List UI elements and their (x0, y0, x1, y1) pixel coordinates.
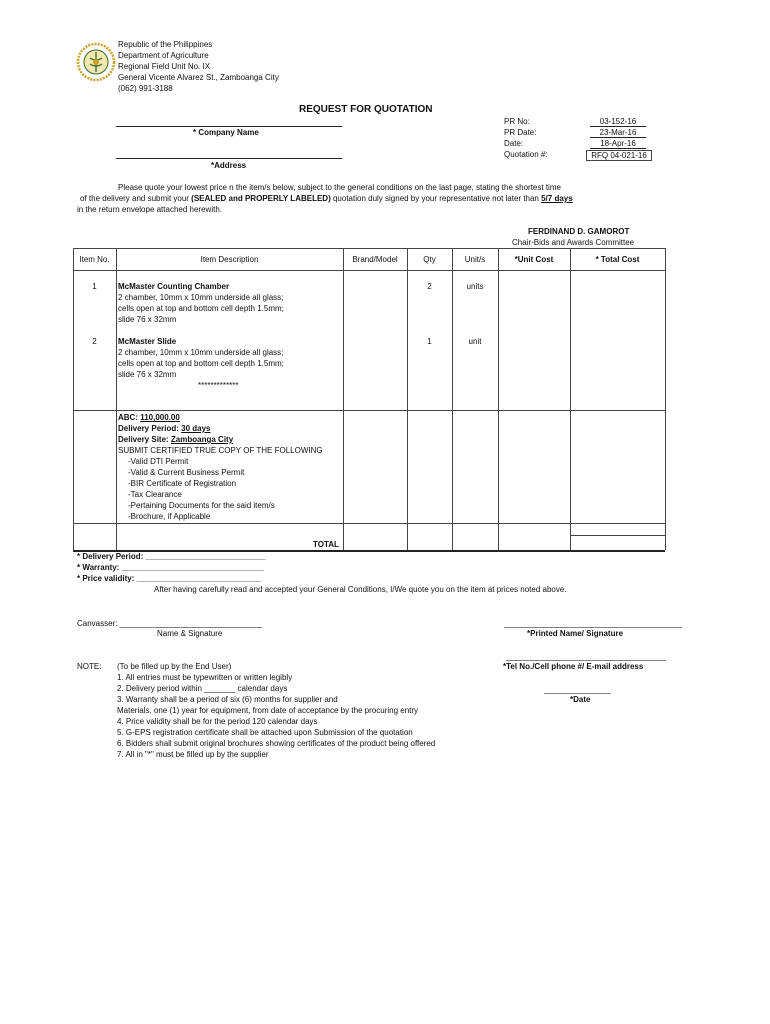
header-units: Unit/s (464, 255, 486, 264)
table-rule (73, 523, 665, 524)
intro-text: quotation duly signed by your representative not later than (330, 194, 542, 203)
delivery-period-value: 30 days (181, 424, 211, 433)
delivery-site-label: Delivery Site: (118, 435, 171, 444)
date-line[interactable]: _______________ (544, 685, 611, 694)
printed-name-line[interactable]: ________________________________________ (504, 619, 682, 628)
quotation-value: RFQ 04-021-16 (586, 150, 652, 161)
item-detail: slide 76 x 32mm (118, 370, 177, 379)
item-end-stars: ************* (198, 381, 239, 390)
header-item-no: Item No. (79, 255, 110, 264)
pr-info-rule (590, 148, 646, 149)
requirement-item: -Valid DTI Permit (128, 457, 189, 466)
item-no: 2 (92, 337, 97, 346)
note-line: 1. All entries must be typewritten or written legibly (117, 673, 293, 682)
abc-label: ABC: (118, 413, 141, 422)
header-line: Department of Agriculture (118, 51, 209, 60)
signatory-name: FERDINAND D. GAMOROT (528, 227, 630, 236)
intro-sealed: (SEALED and PROPERLY LABELED) (191, 194, 331, 203)
note-line: 4. Price validity shall be for the period 120 calendar days (117, 717, 318, 726)
address-line[interactable] (116, 158, 342, 159)
canvasser-sub: Name & Signature (157, 629, 223, 638)
date-label: Date: (504, 139, 524, 148)
document-title: REQUEST FOR QUOTATION (299, 104, 433, 115)
abc-value: 110,000.00 (140, 413, 180, 422)
table-col-rule (665, 248, 666, 550)
header-line: Republic of the Philippines (118, 40, 213, 49)
contact-line[interactable]: ____________________________________ (506, 652, 667, 661)
requirement-item: -Pertaining Documents for the said item/s (128, 501, 275, 510)
company-name-label: * Company Name (193, 128, 259, 137)
note-line: 7. All in "*" must be filled up by the supplier (117, 750, 269, 759)
header-item-description: Item Description (200, 255, 259, 264)
table-col-rule (407, 248, 408, 550)
table-col-rule (452, 248, 453, 550)
delivery-period-field[interactable]: * Delivery Period: ___________________________ (77, 552, 266, 561)
intro-line-3: in the return envelope attached herewith. (77, 205, 222, 214)
header-unit-cost: *Unit Cost (514, 255, 554, 264)
item-detail: cells open at top and bottom cell depth 1.5mm; (118, 304, 284, 313)
item-detail: 2 chamber, 10mm x 10mm underside all glass; (118, 293, 284, 302)
table-col-rule (343, 248, 344, 550)
delivery-period-label: Delivery Period: (118, 424, 182, 433)
agency-header (118, 39, 279, 94)
submit-heading: SUBMIT CERTIFIED TRUE COPY OF THE FOLLOWING (118, 446, 323, 455)
header-brand-model: Brand/Model (352, 255, 398, 264)
note-line: 6. Bidders shall submit original brochures showing certificates of the product being offered (117, 739, 436, 748)
table-col-rule (73, 248, 74, 550)
delivery-period-line (118, 423, 323, 434)
intro-text: of the delivery and submit your (80, 194, 192, 203)
item-no: 1 (92, 282, 97, 291)
table-rule (73, 270, 665, 271)
requirement-item: -BIR Certificate of Registration (128, 479, 237, 488)
table-rule (73, 248, 665, 249)
intro-line-1: Please quote your lowest price n the item/s below, subject to the general conditions on the last page, stating the shortest time (118, 183, 561, 192)
pr-info-rule (590, 137, 646, 138)
canvasser-field[interactable]: Canvasser: ________________________________ (77, 619, 263, 628)
conditions-block (118, 412, 323, 522)
department-seal-logo (76, 42, 116, 82)
supplier-fields (77, 551, 266, 584)
header-line: (062) 991-3188 (118, 84, 173, 93)
header-line: General Vicente Alvarez St., Zamboanga City (118, 73, 279, 82)
note-line: Materials, one (1) year for equipment, from date of acceptance by the procuring entry (117, 706, 419, 715)
item-detail: slide 76 x 32mm (118, 315, 177, 324)
item-description (118, 336, 284, 391)
item-detail: 2 chamber, 10mm x 10mm underside all glass; (118, 348, 284, 357)
requirement-item: -Tax Clearance (128, 490, 182, 499)
requirement-item: -Brochure, if Applicable (128, 512, 211, 521)
note-line: 2. Delivery period within _______ calendar days (117, 684, 288, 693)
price-validity-field[interactable]: * Price validity: ____________________________ (77, 574, 262, 583)
item-name: McMaster Slide (118, 337, 177, 346)
total-label: TOTAL (313, 540, 339, 549)
table-col-rule (116, 248, 117, 550)
pr-info-rule (590, 126, 646, 127)
pr-no-value: 03-152-16 (599, 117, 637, 126)
requirement-item: -Valid & Current Business Permit (128, 468, 245, 477)
intro-line-2 (80, 194, 573, 203)
printed-name-label: *Printed Name/ Signature (527, 629, 624, 638)
note-line: (To be filled up by the End User) (117, 662, 232, 671)
warranty-field[interactable]: * Warranty: ________________________________ (77, 563, 264, 572)
agreement-text: After having carefully read and accepted your General Conditions, I/We quote you on the item at prices noted above. (154, 585, 567, 594)
note-line: 3. Warranty shall be a period of six (6) months for supplier and (117, 695, 338, 704)
address-label: *Address (211, 161, 247, 170)
company-name-line[interactable] (116, 126, 342, 127)
note-list (117, 661, 435, 760)
item-qty: 2 (427, 282, 432, 291)
signatory-title: Chair-Bids and Awards Committee (512, 238, 635, 247)
delivery-site-value: Zamboanga City (170, 435, 234, 444)
note-label: NOTE: (77, 662, 102, 671)
item-detail: cells open at top and bottom cell depth 1.5mm; (118, 359, 284, 368)
table-col-rule (570, 248, 571, 550)
pr-date-value: 23-Mar-16 (599, 128, 637, 137)
item-name: McMaster Counting Chamber (118, 282, 230, 291)
header-total-cost: * Total Cost (595, 255, 640, 264)
item-unit: units (466, 282, 484, 291)
pr-date-label: PR Date: (504, 128, 537, 137)
pr-no-label: PR No: (504, 117, 530, 126)
note-line: 5. G-EPS registration certificate shall be attached upon Submission of the quotation (117, 728, 413, 737)
header-line: Regional Field Unit No. IX (118, 62, 211, 71)
contact-label: *Tel No./Cell phone #/ E-mail address (503, 662, 644, 671)
table-rule (73, 410, 665, 411)
delivery-site-line (118, 434, 323, 445)
table-rule (570, 535, 665, 536)
item-unit: unit (468, 337, 482, 346)
table-col-rule (498, 248, 499, 550)
intro-days: 5/7 days (541, 194, 573, 203)
date-sign-label: *Date (570, 695, 591, 704)
header-qty: Qty (423, 255, 436, 264)
abc-line (118, 412, 323, 423)
item-description (118, 281, 284, 325)
date-value: 18-Apr-16 (600, 139, 636, 148)
item-qty: 1 (427, 337, 432, 346)
quotation-label: Quotation #: (504, 150, 548, 159)
